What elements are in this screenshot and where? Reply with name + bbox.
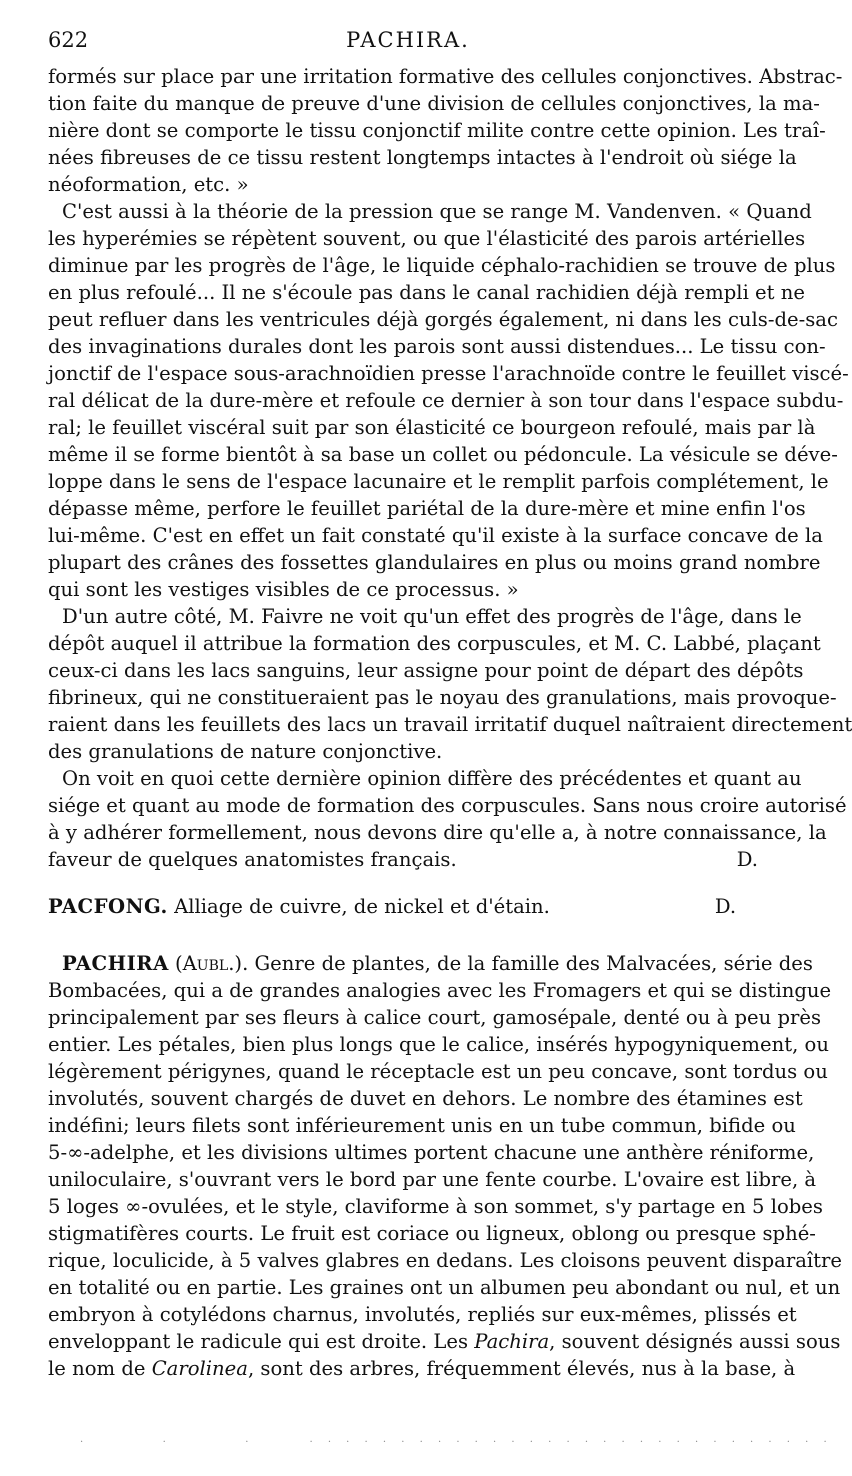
text-line: C'est aussi à la théorie de la pression que se range M. Vandenven. « Quand <box>62 200 812 223</box>
author-signature: D. <box>736 848 758 871</box>
entry-separator <box>48 920 766 950</box>
page-header <box>48 28 768 58</box>
text-line: 5-∞-adelphe, et les divisions ultimes portent chacune une anthère réniforme, <box>48 1141 815 1164</box>
text-line: jonctif de l'espace sous-arachnoïdien presse l'arachnoïde contre le feuillet viscé- <box>48 362 849 385</box>
text-line: Bombacées, qui a de grandes analogies avec les Fromagers et qui se distingue <box>48 979 832 1002</box>
text-line: légèrement périgynes, quand le réceptacle est un peu concave, sont tordus ou <box>48 1060 828 1083</box>
text-line: entier. Les pétales, bien plus longs que le calice, insérés hypogyniquement, ou <box>48 1033 829 1056</box>
entry-headword: PACFONG. <box>48 895 168 918</box>
paragraph-4 <box>48 765 847 873</box>
text-line: nées fibreuses de ce tissu restent longtemps intactes à l'endroit où siége la <box>48 146 797 169</box>
text-line: rique, loculicide, à 5 valves glabres en dedans. Les cloisons peuvent disparaître <box>48 1249 842 1272</box>
text-line: en totalité ou en partie. Les graines ont un albumen peu abondant ou nul, et un <box>48 1276 841 1299</box>
text-line: le nom de Carolinea, sont des arbres, fréquemment élevés, nus à la base, à <box>48 1357 796 1380</box>
entry-pachira <box>48 950 842 1382</box>
text-line: néoformation, etc. » <box>48 173 249 196</box>
genus-name: Pachira <box>474 1330 550 1353</box>
text-line: lui-même. C'est en effet un fait constaté qu'il existe à la surface concave de la <box>48 524 823 547</box>
running-head: PACHIRA. <box>346 28 470 52</box>
text-line <box>48 950 813 977</box>
text-line: ceux-ci dans les lacs sanguins, leur assigne pour point de départ des dépôts <box>48 659 804 682</box>
text-line: fibrineux, qui ne constitueraient pas le noyau des granulations, mais provoque- <box>48 686 837 709</box>
text-line: des granulations de nature conjonctive. <box>48 740 443 763</box>
text-line: indéfini; leurs filets sont inférieurement unis en un tube commun, bifide ou <box>48 1114 796 1137</box>
text-line: dépasse même, perfore le feuillet pariétal de la dure-mère et mine enfin l'os <box>48 497 806 520</box>
text-line: enveloppant le radicule qui est droite. Les Pachira, souvent désignés aussi sous <box>48 1330 841 1353</box>
text-line: tion faite du manque de preuve d'une division de cellules conjonctives, la ma- <box>48 92 820 115</box>
text-line: ral; le feuillet viscéral suit par son élasticité ce bourgeon refoulé, mais par là <box>48 416 816 439</box>
author-signature: D. <box>714 895 737 918</box>
text-line: plupart des crânes des fossettes glandulaires en plus ou moins grand nombre <box>48 551 821 574</box>
text-line: stigmatifères courts. Le fruit est coriace ou ligneux, oblong ou presque sphé- <box>48 1222 816 1245</box>
text-line: D'un autre côté, M. Faivre ne voit qu'un effet des progrès de l'âge, dans le <box>62 605 802 628</box>
text-line: On voit en quoi cette dernière opinion diffère des précédentes et quant au <box>62 767 802 790</box>
text-line <box>48 846 766 873</box>
text-line: raient dans les feuillets des lacs un travail irritatif duquel naîtraient directement <box>48 713 852 736</box>
text-line: formés sur place par une irritation formative des cellules conjonctives. Abstrac- <box>48 65 843 88</box>
entry-separator <box>48 873 766 893</box>
text-line: loppe dans le sens de l'espace lacunaire et le remplit parfois complétement, le <box>48 470 829 493</box>
text-line: les hyperémies se répètent souvent, ou que l'élasticité des parois artérielles <box>48 227 806 250</box>
text-line: dépôt auquel il attribue la formation des corpuscules, et M. C. Labbé, plaçant <box>48 632 821 655</box>
text-line-content: Genre de plantes, de la famille des Malvacées, série des <box>254 952 813 975</box>
text-line: principalement par ses fleurs à calice court, gamosépale, denté ou à peu près <box>48 1006 822 1029</box>
text-line-content: faveur de quelques anatomistes français. <box>48 848 457 871</box>
body-text <box>48 63 852 1382</box>
text-line: peut refluer dans les ventricules déjà gorgés également, ni dans les culs-de-sac <box>48 308 838 331</box>
text-line: embryon à cotylédons charnus, involutés, repliés sur eux-mêmes, plissés et <box>48 1303 797 1326</box>
text-line: 5 loges ∞-ovulées, et le style, claviforme à son sommet, s'y partage en 5 lobes <box>48 1195 823 1218</box>
text-line: siége et quant au mode de formation des corpuscules. Sans nous croire autorisé <box>48 794 847 817</box>
entry-definition: Alliage de cuivre, de nickel et d'étain. <box>174 895 550 918</box>
entry-pacfong <box>48 893 766 920</box>
page-number: 622 <box>48 28 89 52</box>
entry-headword: PACHIRA <box>62 952 169 975</box>
paragraph-1 <box>48 63 843 198</box>
text-line: uniloculaire, s'ouvrant vers le bord par une fente courbe. L'ovaire est libre, à <box>48 1168 817 1191</box>
text-line: à y adhérer formellement, nous devons dire qu'elle a, à notre connaissance, la <box>48 821 827 844</box>
paragraph-3 <box>48 603 852 765</box>
page-bottom-specks: . . . . . . . . . . . . . . . . . . . . . . . . . . . . . . . . <box>80 1434 833 1445</box>
text-line: qui sont les vestiges visibles de ce processus. » <box>48 578 519 601</box>
text-line: des invaginations durales dont les parois sont aussi distendues... Le tissu con- <box>48 335 826 358</box>
paragraph-2 <box>48 198 849 603</box>
text-line: nière dont se comporte le tissu conjonctif milite contre cette opinion. Les traî- <box>48 119 826 142</box>
text-line: involutés, souvent chargés de duvet en dehors. Le nombre des étamines est <box>48 1087 803 1110</box>
genus-name: Carolinea <box>151 1357 248 1380</box>
entry-authority: (Aubl.). <box>175 952 249 975</box>
text-line: diminue par les progrès de l'âge, le liquide céphalo-rachidien se trouve de plus <box>48 254 836 277</box>
text-line: même il se forme bientôt à sa base un collet ou pédoncule. La vésicule se déve- <box>48 443 838 466</box>
text-line: ral délicat de la dure-mère et refoule ce dernier à son tour dans l'espace subdu- <box>48 389 844 412</box>
text-line: en plus refoulé... Il ne s'écoule pas dans le canal rachidien déjà rempli et ne <box>48 281 805 304</box>
